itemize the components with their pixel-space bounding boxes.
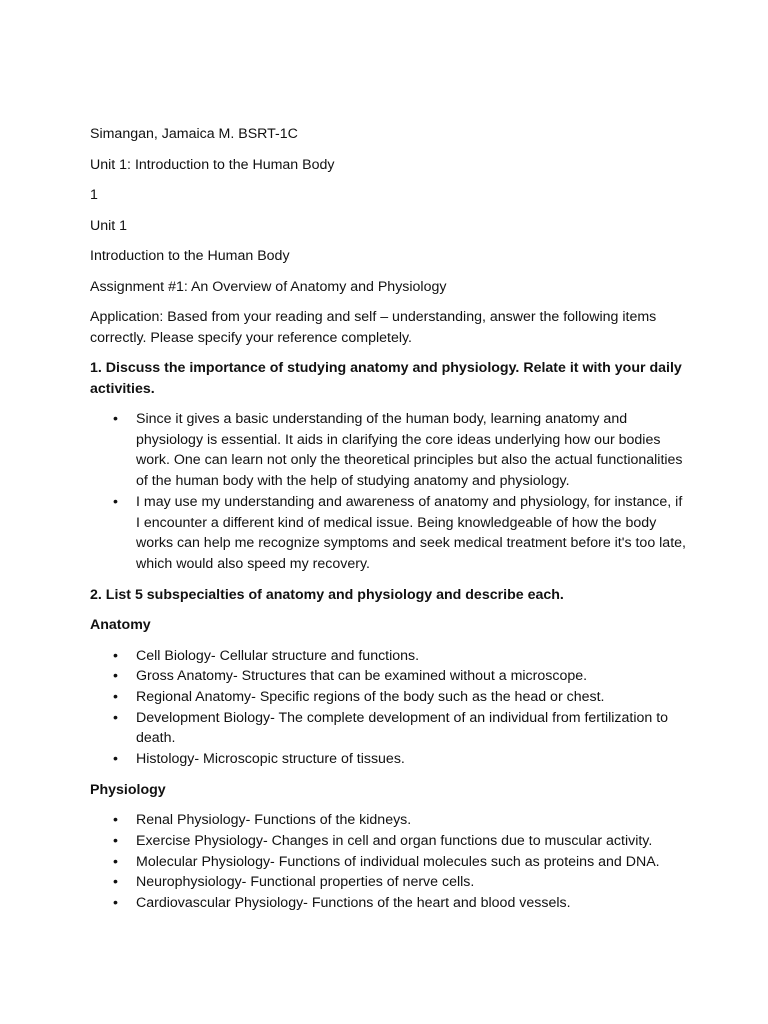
list-item (90, 409, 690, 492)
list-item (90, 687, 690, 708)
list-item-text: Exercise Physiology- Changes in cell and organ functions due to muscular activity. (136, 833, 653, 850)
list-item (90, 872, 690, 893)
list-item-text: Gross Anatomy- Structures that can be examined without a microscope. (136, 668, 588, 685)
list-item-text: Molecular Physiology- Functions of individual molecules such as proteins and DNA. (136, 853, 660, 870)
bullet: • (113, 895, 118, 912)
unit-label: Unit 1 (90, 217, 128, 234)
list-item (90, 708, 690, 749)
list-item (90, 749, 690, 770)
question-1: 1. Discuss the importance of studying anatomy and physiology. Relate it with your daily activities. (90, 360, 682, 397)
list-item (90, 646, 690, 667)
bullet: • (113, 668, 118, 685)
list-item-text: Cardiovascular Physiology- Functions of the heart and blood vessels. (136, 895, 571, 912)
assignment-title: Assignment #1: An Overview of Anatomy and Physiology (90, 278, 447, 295)
list-item (90, 492, 690, 575)
list-item-text: Cell Biology- Cellular structure and functions. (136, 647, 420, 664)
bullet: • (113, 751, 118, 768)
list-item (90, 893, 690, 914)
bullet: • (113, 411, 118, 427)
list-item-text: I may use my understanding and awareness of anatomy and physiology, for instance, if I encounter a different kind of medical issue. Being knowledgeable of how the body works can help me recognize symptoms and seek medical treatment before it's too late, which would also speed my recovery. (136, 493, 686, 572)
bullet: • (113, 874, 118, 891)
bullet: • (113, 709, 118, 726)
unit-line: Unit 1: Introduction to the Human Body (90, 156, 335, 173)
anatomy-heading: Anatomy (90, 617, 151, 634)
bullet: • (113, 812, 118, 829)
list-item (90, 852, 690, 873)
list-item (90, 831, 690, 852)
list-item-text: Development Biology- The complete development of an individual from fertilization to death. (136, 709, 669, 747)
list-item-text: Since it gives a basic understanding of the human body, learning anatomy and physiology is essential. It aids in clarifying the core ideas underlying how our bodies work. One can learn not only the theoretical principles but also the actual functionalities of the human body with the help of studying anatomy and physiology. (136, 411, 683, 490)
list-item-text: Neurophysiology- Functional properties of nerve cells. (136, 874, 475, 891)
list-item-text: Renal Physiology- Functions of the kidneys. (136, 812, 412, 829)
bullet: • (113, 853, 118, 870)
instructions: Application: Based from your reading and self – understanding, answer the following items correctly. Please specify your reference completely. (90, 309, 657, 346)
bullet: • (113, 689, 118, 706)
document-page (90, 124, 690, 924)
student-name: Simangan, Jamaica M. BSRT-1C (90, 126, 298, 142)
list-item-text: Regional Anatomy- Specific regions of the body such as the head or chest. (136, 689, 605, 706)
bullet: • (113, 833, 118, 850)
physiology-heading: Physiology (90, 781, 166, 798)
bullet: • (113, 647, 118, 664)
question-1-answers (90, 409, 690, 575)
list-item (90, 810, 690, 831)
page-number: 1 (90, 187, 98, 203)
question-2: 2. List 5 subspecialties of anatomy and physiology and describe each. (90, 586, 564, 603)
list-item (90, 666, 690, 687)
anatomy-list (90, 646, 690, 770)
bullet: • (113, 493, 118, 510)
unit-title: Introduction to the Human Body (90, 248, 290, 264)
physiology-list (90, 810, 690, 914)
list-item-text: Histology- Microscopic structure of tissues. (136, 751, 405, 768)
